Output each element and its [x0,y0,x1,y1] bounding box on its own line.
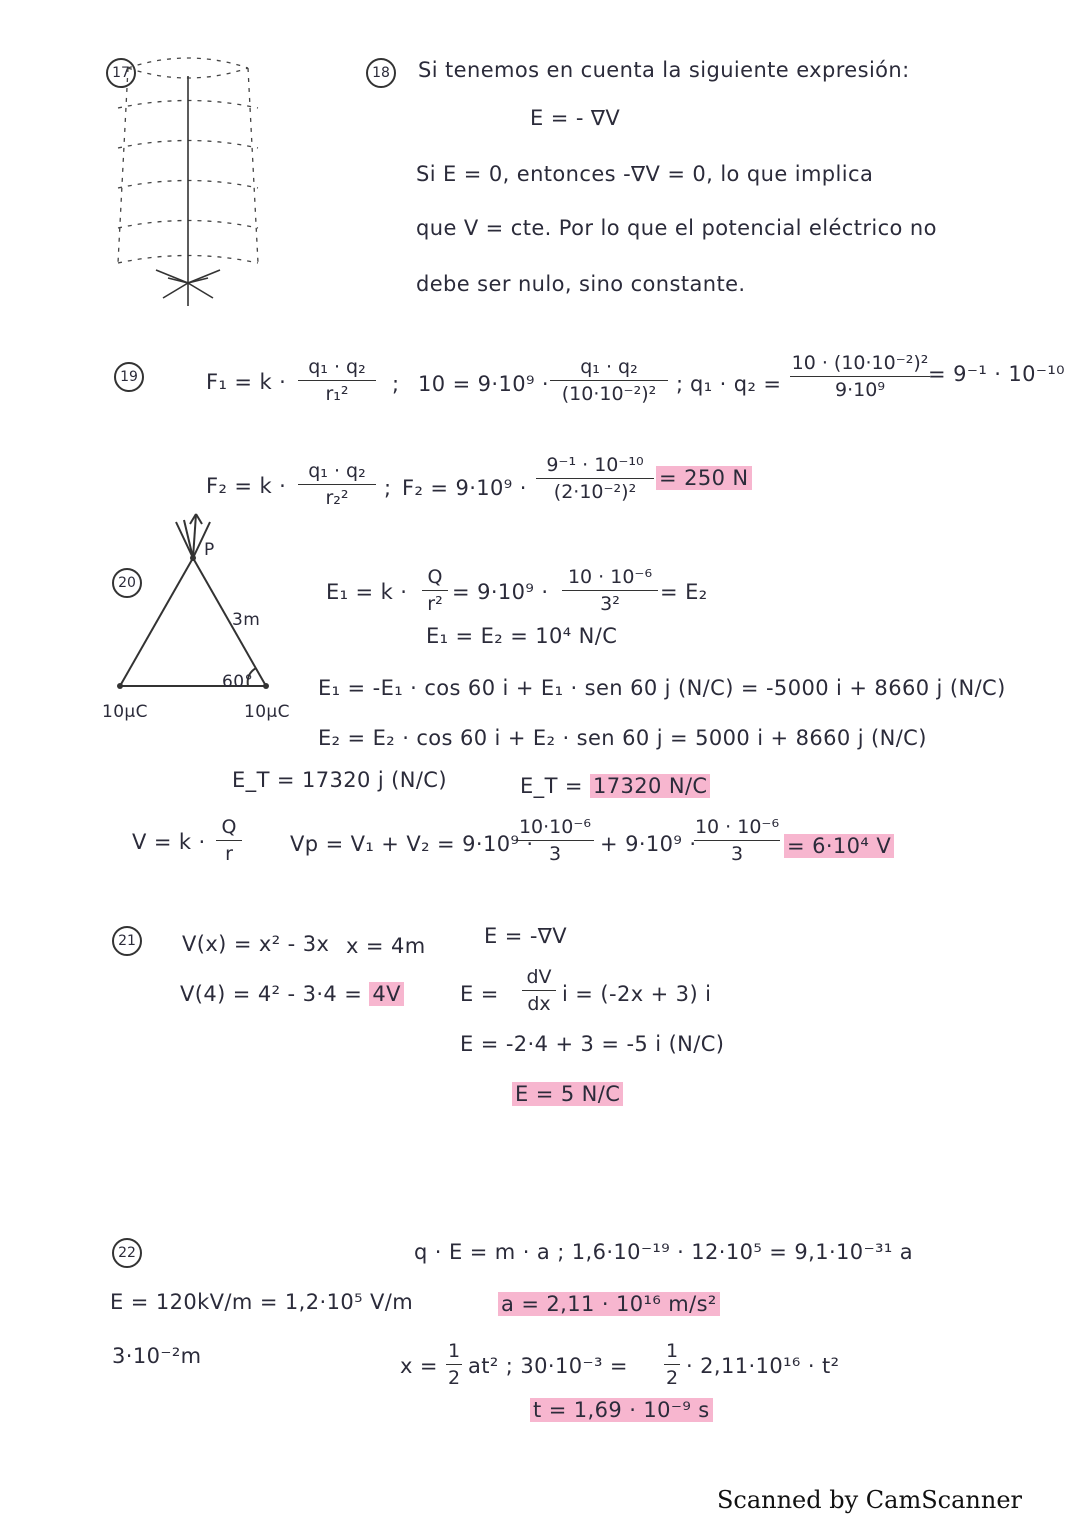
p19-f2-fraction: q₁ · q₂ r₂² [298,460,376,509]
p19-f1c-lhs: q₁ · q₂ = [690,372,782,396]
diagram-label-side: 3m [232,610,261,630]
dashed-cylinder-figure [108,48,278,318]
p20-e1-vector: E₁ = -E₁ · cos 60 i + E₁ · sen 60 j (N/C) = -5000 i + 8660 j (N/C) [318,676,1006,700]
p20-vp-fraction-1: 10·10⁻⁶ 3 [516,816,594,865]
p18-line-2: E = - ∇V [530,106,621,130]
scanner-watermark: Scanned by CamScanner [716,1486,1022,1514]
p21-right-1: E = -∇V [484,924,568,948]
p19-f1b-lhs: 10 = 9·10⁹ · [418,372,549,396]
problem-number-20: 20 [112,568,142,598]
p20-v-fraction: Q r [216,816,242,865]
p20-et-vector: E_T = 17320 j (N/C) [232,768,447,792]
p19-f2-result: = 250 N [656,466,752,490]
p20-vp-result: = 6·10⁴ V [784,834,894,858]
p21-right-2-lhs: E = [460,982,499,1006]
p21-right-4: E = 5 N/C [512,1082,623,1106]
p21-right-2-rhs: i = (-2x + 3) i [562,982,712,1006]
p20-v-lhs: V = k · [132,830,206,854]
p22-line-6: t = 1,69 · 10⁻⁹ s [530,1398,713,1422]
p19-f1-fraction: q₁ · q₂ r₁² [298,356,376,405]
problem-number-21: 21 [112,926,142,956]
p19-f2b-lhs: F₂ = 9·10⁹ · [402,476,527,500]
p20-e1-lhs: E₁ = k · [326,580,408,604]
problem-number-17: 17 [106,58,136,88]
p20-e2-vector: E₂ = E₂ · cos 60 i + E₂ · sen 60 j = 5000 i + 8660 j (N/C) [318,726,927,750]
p18-line-3: Si E = 0, entonces -∇V = 0, lo que implica [416,162,874,186]
p22-line-3: a = 2,11 · 10¹⁶ m/s² [498,1292,720,1316]
p19-sep-1: ; [392,372,400,396]
p20-vp-fraction-2: 10 · 10⁻⁶ 3 [694,816,780,865]
p19-f1c-result: = 9⁻¹ · 10⁻¹⁰ [928,362,1066,386]
p21-right-2-fraction: dV dx [522,966,556,1015]
triangle-charges-diagram [110,500,300,700]
p20-et-modulus: E_T = 17320 N/C [520,774,710,798]
p20-e-equal: E₁ = E₂ = 10⁴ N/C [426,624,618,648]
p20-vp-plus: + 9·10⁹ · [600,832,697,856]
diagram-label-q2: 10μC [244,702,290,722]
p22-line-5-mid: at² ; 30·10⁻³ = [468,1354,628,1378]
p20-e1-fraction-2: 10 · 10⁻⁶ 3² [562,566,658,615]
p22-line-4: 3·10⁻²m [112,1344,202,1368]
p22-line-5-fraction-2: 1 2 [665,1340,679,1389]
problem-number-18: 18 [366,58,396,88]
p21-line-1: V(x) = x² - 3x [182,932,330,956]
diagram-label-angle: 60° [222,672,254,692]
p20-e1-fraction: Q r² [422,566,448,615]
problem-number-19: 19 [114,362,144,392]
diagram-label-q1: 10μC [102,702,148,722]
problem-number-22: 22 [112,1238,142,1268]
p20-e1-mid: = 9·10⁹ · [452,580,549,604]
diagram-label-p: P [204,540,215,560]
p19-sep-3: ; [384,476,392,500]
p19-f1-lhs: F₁ = k · [206,370,287,394]
p19-f2b-fraction: 9⁻¹ · 10⁻¹⁰ (2·10⁻²)² [536,454,654,503]
p21-line-2: V(4) = 4² - 3·4 = 4V [180,982,404,1006]
p22-line-5-rhs: · 2,11·10¹⁶ · t² [686,1354,840,1378]
p20-vp-lhs: Vp = V₁ + V₂ = 9·10⁹ · [290,832,534,856]
p19-f1c-fraction: 10 · (10·10⁻²)² 9·10⁹ [791,352,929,401]
p18-line-4: que V = cte. Por lo que el potencial eléctrico no [416,216,937,240]
p21-right-3: E = -2·4 + 3 = -5 i (N/C) [460,1032,725,1056]
p22-line-2: E = 120kV/m = 1,2·10⁵ V/m [110,1290,414,1314]
p18-line-1: Si tenemos en cuenta la siguiente expresión: [418,58,910,82]
p19-f2-lhs: F₂ = k · [206,474,287,498]
p19-f1b-fraction: q₁ · q₂ (10·10⁻²)² [550,356,668,405]
p18-line-5: debe ser nulo, sino constante. [416,272,746,296]
p22-line-1: q · E = m · a ; 1,6·10⁻¹⁹ · 12·10⁵ = 9,1·10⁻³¹ a [414,1240,914,1264]
p22-line-5-fraction: 1 2 [447,1340,461,1389]
p20-e1-rhs: = E₂ [660,580,708,604]
p21-line-1b: x = 4m [346,934,426,958]
p22-line-5-lhs: x = [400,1354,438,1378]
p19-sep-2: ; [676,372,684,396]
